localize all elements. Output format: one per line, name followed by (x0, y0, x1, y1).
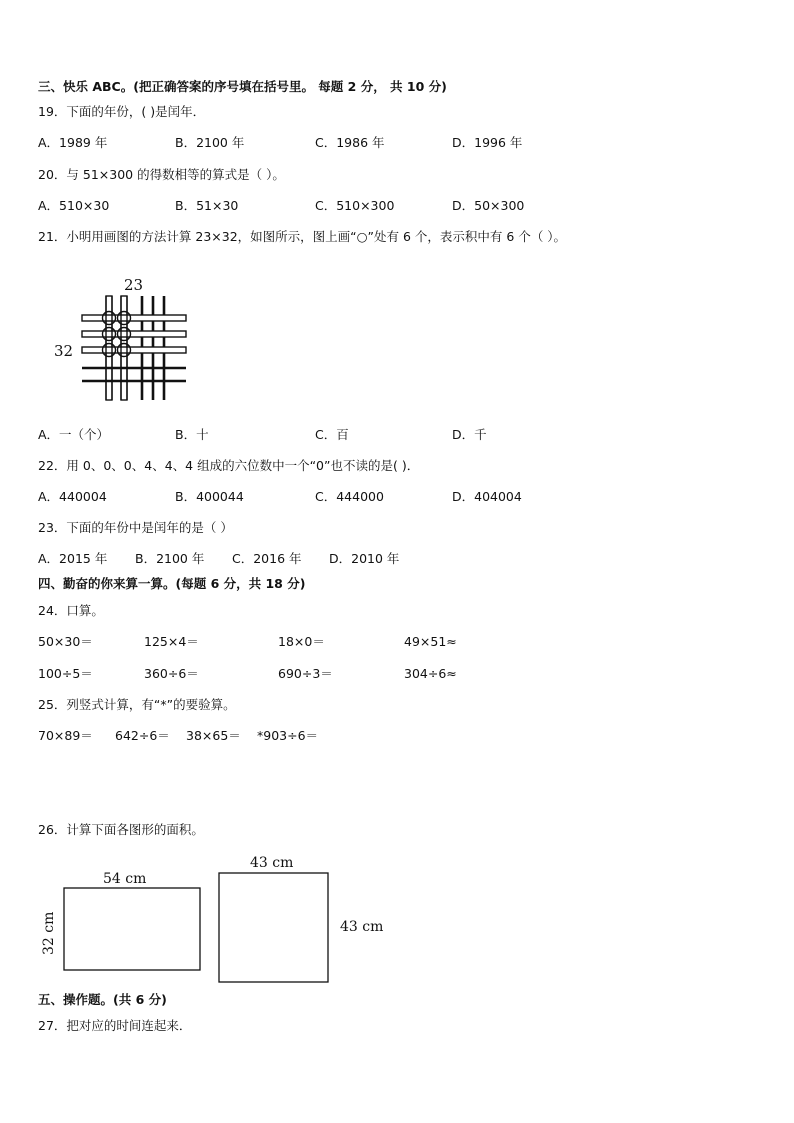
q23-option-b: B．2100 年 (135, 551, 205, 566)
area-figures (36, 848, 396, 988)
q24-item-5: 100÷5＝ (38, 666, 93, 681)
q19-option-d: D．1996 年 (452, 135, 523, 150)
q25-item-1: 70×89＝ (38, 728, 93, 743)
q19-option-c: C．1986 年 (315, 135, 385, 150)
q24-item-7: 690÷3＝ (278, 666, 333, 681)
question-19: 19．下面的年份，( )是闰年． (38, 104, 206, 119)
q23-option-d: D．2010 年 (329, 551, 400, 566)
question-20: 20．与 51×300 的得数相等的算式是（ ）。 (38, 167, 285, 182)
section-3-title: 三、快乐 ABC。(把正确答案的序号填在括号里。 每题 2 分， 共 10 分) (38, 79, 447, 94)
rectangle-height-label: 32 cm (41, 911, 57, 955)
question-24: 24．口算。 (38, 603, 104, 618)
q24-item-4: 49×51≈ (404, 634, 457, 649)
rectangle-width-label: 54 cm (103, 871, 147, 887)
q24-item-1: 50×30＝ (38, 634, 93, 649)
q22-option-c: C．444000 (315, 489, 384, 504)
q20-option-c: C．510×300 (315, 198, 395, 213)
question-25: 25．列竖式计算，有“*”的要验算。 (38, 697, 236, 712)
square-shape (219, 873, 328, 982)
grid-left-label: 32 (54, 342, 74, 360)
q19-option-b: B．2100 年 (175, 135, 245, 150)
multiplication-grid-figure (50, 270, 200, 405)
q19-option-a: A．1989 年 (38, 135, 108, 150)
q24-item-3: 18×0＝ (278, 634, 325, 649)
q22-option-d: D．404004 (452, 489, 522, 504)
q24-item-6: 360÷6＝ (144, 666, 199, 681)
q21-option-c: C．百 (315, 427, 349, 442)
question-27: 27．把对应的时间连起来． (38, 1018, 192, 1033)
question-22: 22．用 0、0、0、4、4、4 组成的六位数中一个“0”也不读的是( )． (38, 458, 420, 473)
rectangle-shape (64, 888, 200, 970)
q25-item-3: 38×65＝ (186, 728, 241, 743)
q21-option-a: A．一（个） (38, 427, 110, 442)
question-26: 26．计算下面各图形的面积。 (38, 822, 204, 837)
q22-option-b: B．400044 (175, 489, 244, 504)
q24-item-2: 125×4＝ (144, 634, 199, 649)
q24-item-8: 304÷6≈ (404, 666, 457, 681)
q25-item-4: *903÷6＝ (257, 728, 319, 743)
grid-top-label: 23 (124, 276, 144, 294)
q21-option-b: B．十 (175, 427, 209, 442)
q20-option-a: A．510×30 (38, 198, 110, 213)
q23-option-c: C．2016 年 (232, 551, 302, 566)
q20-option-d: D．50×300 (452, 198, 525, 213)
section-5-title: 五、操作题。(共 6 分) (38, 992, 167, 1007)
q22-option-a: A．440004 (38, 489, 107, 504)
question-21: 21．小明用画图的方法计算 23×32，如图所示，图上画“○”处有 6 个，表示积中有 6 个（ ）。 (38, 229, 567, 244)
q20-option-b: B．51×30 (175, 198, 239, 213)
section-4-title: 四、勤奋的你来算一算。(每题 6 分，共 18 分) (38, 576, 306, 591)
q23-option-a: A．2015 年 (38, 551, 108, 566)
square-top-label: 43 cm (250, 855, 294, 871)
q21-option-d: D．千 (452, 427, 487, 442)
square-side-label: 43 cm (340, 919, 384, 935)
q25-item-2: 642÷6＝ (115, 728, 170, 743)
question-23: 23．下面的年份中是闰年的是（ ） (38, 520, 233, 535)
